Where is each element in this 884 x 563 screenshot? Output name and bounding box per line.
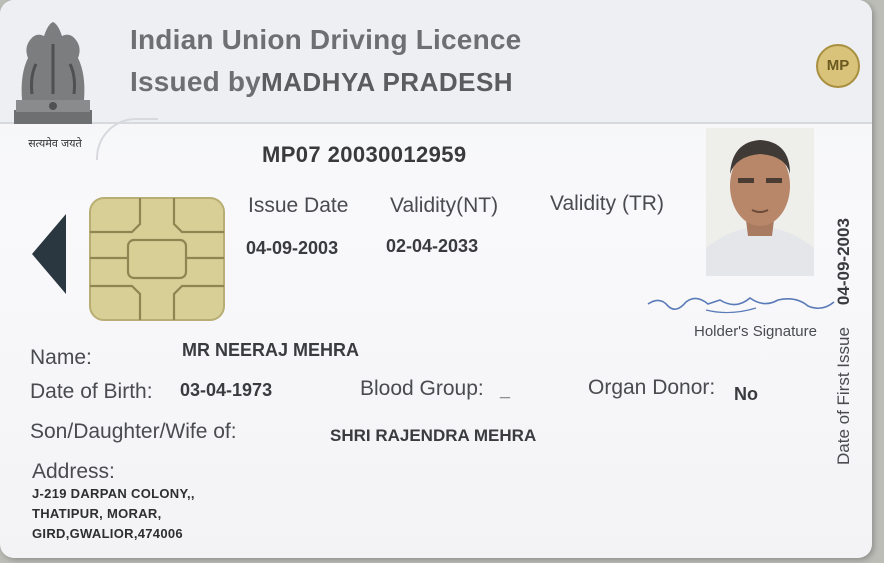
card-header <box>0 0 872 124</box>
relation-label: Son/Daughter/Wife of: <box>30 420 237 443</box>
card-title: Indian Union Driving Licence <box>130 24 522 55</box>
address-line-2: THATIPUR, MORAR, <box>32 506 162 521</box>
address-line-3: GIRD,GWALIOR,474006 <box>32 526 183 541</box>
first-issue-date <box>834 165 864 465</box>
first-issue-value: 04-09-2003 <box>834 218 853 306</box>
national-emblem-icon <box>10 14 96 134</box>
blood-group-value: _ <box>500 380 511 400</box>
validity-tr-label: Validity (TR) <box>550 192 664 215</box>
address-line-1: J-219 DARPAN COLONY,, <box>32 486 195 501</box>
issued-by-label: Issued by <box>130 66 261 97</box>
issue-date-label: Issue Date <box>248 194 349 217</box>
blood-group-label: Blood Group: <box>360 377 484 400</box>
holder-signature <box>646 290 836 326</box>
name-label: Name: <box>30 346 92 369</box>
validity-nt-label: Validity(NT) <box>390 194 499 217</box>
organ-donor-value: No <box>734 384 758 404</box>
name-value: MR NEERAJ MEHRA <box>182 340 360 360</box>
organ-donor-label: Organ Donor: <box>588 376 716 399</box>
licence-number: MP07 20030012959 <box>262 142 467 167</box>
validity-nt-value: 02-04-2033 <box>386 236 479 256</box>
dob-value: 03-04-1973 <box>180 380 273 400</box>
smart-chip-icon <box>88 196 226 322</box>
relation-value: SHRI RAJENDRA MEHRA <box>330 426 537 445</box>
issue-date-value: 04-09-2003 <box>246 238 339 258</box>
issued-by-state: MADHYA PRADESH <box>260 67 514 97</box>
address-label: Address: <box>32 460 115 483</box>
holder-photo <box>706 128 814 276</box>
dob-label: Date of Birth: <box>30 380 153 403</box>
emblem-motto: सत्यमेव जयते <box>28 138 82 150</box>
state-badge: MP <box>816 44 860 88</box>
issued-by <box>130 66 513 98</box>
signature-label: Holder's Signature <box>694 323 817 340</box>
insert-arrow-icon <box>32 214 66 294</box>
header-notch <box>96 118 158 160</box>
first-issue-label: Date of First Issue <box>834 327 853 465</box>
